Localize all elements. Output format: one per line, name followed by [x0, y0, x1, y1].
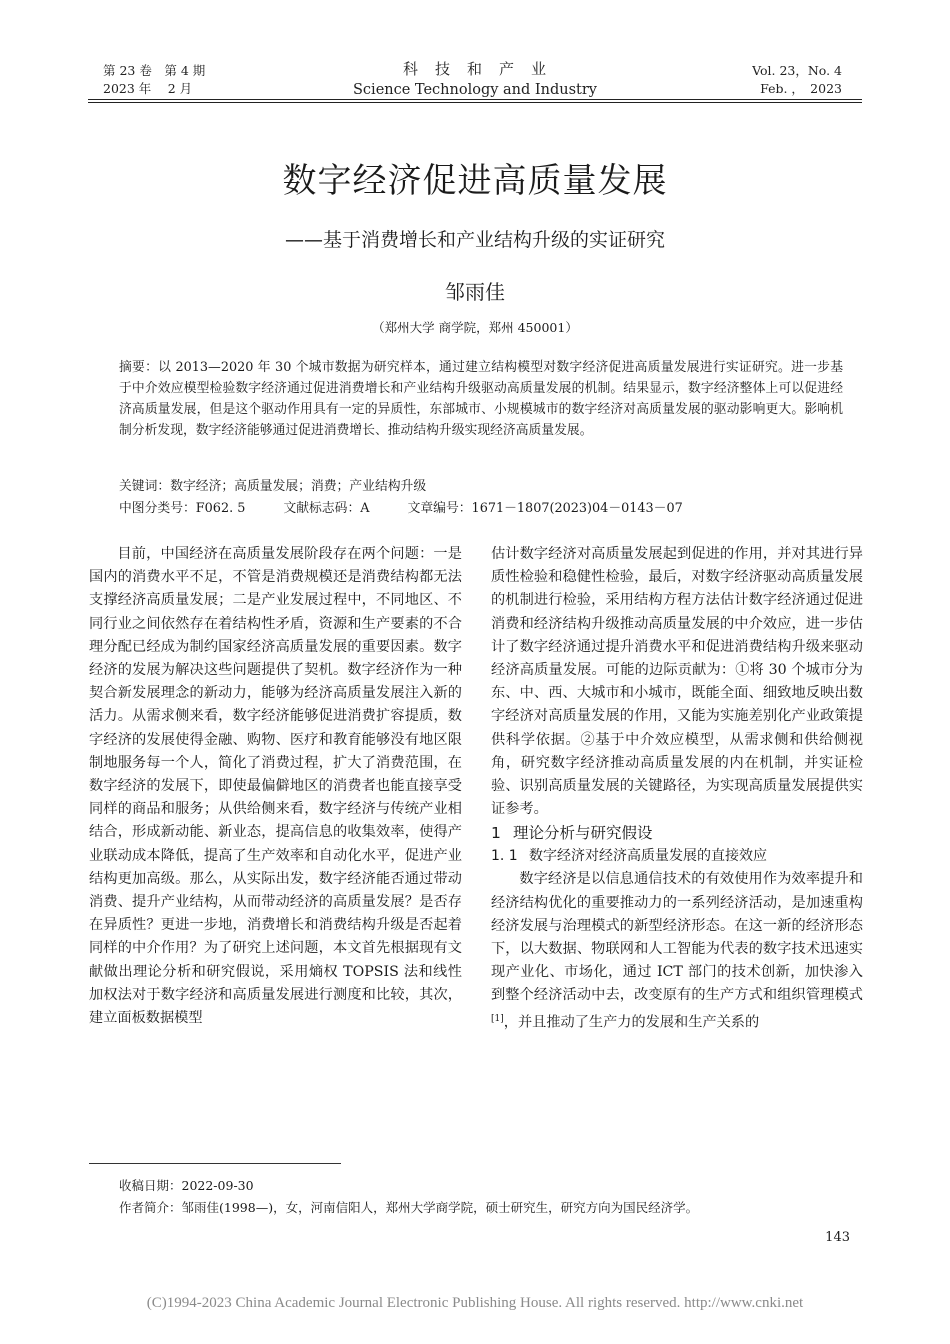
body-column-left [89, 543, 462, 1030]
section-paragraph-tail: ，并且推动了生产力的发展和生产关系的 [503, 1014, 760, 1031]
classification-line [119, 498, 843, 519]
footnote-author-bio: 作者简介：邹雨佳(1998—)，女，河南信阳人，郑州大学商学院，硕士研究生，研究方向为国民经济学。 [119, 1200, 699, 1215]
body-column-right [491, 543, 863, 1035]
intro-paragraph-continued: 估计数字经济对高质量发展起到促进的作用，并对其进行异质性检验和稳健性检验，最后，对数字经济驱动高质量发展的机制进行检验，采用结构方程方法估计数字经济通过促进消费和经济结构升级推动高质量发展的中介效应，进一步估计了数字经济通过提升消费水平和促进消费结构升级来驱动经济高质量发展。可能的边际贡献为：①将 30 个城市分为东、中、西、大城市和小城市，既能全面、细致地反映出数字经济对高质量发展的作用，又能为实施差别化产业政策提供科学依据。②基于中介效应模型，从需求侧和供给侧视角，研究数字经济推动高质量发展的内在机制，并实证检验、识别高质量发展的关键路径，为实现高质量发展提供实证参考。 [491, 546, 863, 818]
header-volume-issue: 第 23 卷 第 4 期 [103, 63, 206, 78]
citation-ref: [1] [491, 1013, 504, 1024]
clc-number: 中图分类号：F062. 5 [119, 501, 246, 516]
document-code: 文献标志码：A [283, 501, 370, 516]
header-rule-top [88, 99, 862, 100]
page-number: 143 [825, 1230, 850, 1245]
subsection-number: 1. 1 [491, 848, 518, 865]
section-number: 1 [491, 824, 501, 843]
section-paragraph-text: 数字经济是以信息通信技术的有效使用作为效率提升和经济结构优化的重要推动力的一系列经济活动，是加速重构经济发展与治理模式的新型经济形态。在这一新的经济形态下，以大数据、物联网和人工智能为代表的数字技术迅速实现产业化、市场化，通过 ICT 部门的技术创新，加快渗入到整个经济活动中去，改变原有的生产方式和组织管理模式 [491, 871, 863, 1004]
section-heading-1 [491, 821, 863, 845]
section-paragraph [491, 868, 863, 1034]
subsection-heading-1-1 [491, 845, 863, 868]
header-journal-cn: 科 技 和 产 业 [402, 60, 547, 78]
copyright-notice: (C)1994-2023 China Academic Journal Electronic Publishing House. All rights reserved. http://www.cnki.net [146, 1295, 804, 1311]
header-journal-en: Science Technology and Industry [353, 82, 597, 98]
header-vol-no: Vol. 23，No. 4 [752, 63, 842, 78]
intro-paragraph: 目前，中国经济在高质量发展阶段存在两个问题：一是国内的消费水平不足，不管是消费规模还是消费结构都无法支撑经济高质量发展；二是产业发展过程中，不同地区、不同行业之间依然存在着结构性矛盾，资源和生产要素的不合理分配已经成为制约国家经济高质量发展的重要因素。数字经济的发展为解决这些问题提供了契机。数字经济作为一种契合新发展理念的新动力，能够为经济高质量发展注入新的活力。从需求侧来看，数字经济能够促进消费扩容提质，数字经济的发展使得金融、购物、医疗和教育能够没有地区限制地服务每一个人，简化了消费过程，扩大了消费范围，在数字经济的发展下，即使最偏僻地区的消费者也能直接享受同样的商品和服务；从供给侧来看，数字经济与传统产业相结合，形成新动能、新业态，提高信息的收集效率，使得产业联动成本降低，提高了生产效率和自动化水平，促进产业结构更加高级。那么，从实际出发，数字经济能否通过带动消费、提升产业结构，从而带动经济的高质量发展？是否存在异质性？更进一步地，消费增长和消费结构升级是否起着同样的中介作用？为了研究上述问题，本文首先根据现有文献做出理论分析和研究假说，采用熵权 TOPSIS 法和线性加权法对于数字经济和高质量发展进行测度和比较，其次，建立面板数据模型 [89, 546, 462, 1027]
page-title: 数字经济促进高质量发展 [282, 161, 668, 201]
keywords: 关键词：数字经济；高质量发展；消费；产业结构升级 [119, 479, 427, 494]
subsection-title: 数字经济对经济高质量发展的直接效应 [529, 848, 767, 865]
article-number: 文章编号：1671－1807(2023)04－0143－07 [407, 501, 683, 516]
header-date: 2023 年 2 月 [103, 81, 193, 96]
section-title: 理论分析与研究假设 [513, 824, 653, 843]
header-month-year: Feb. ， 2023 [760, 81, 842, 96]
abstract: 摘要：以 2013—2020 年 30 个城市数据为研究样本，通过建立结构模型对数字经济促进高质量发展进行实证研究。进一步基于中介效应模型检验数字经济通过促进消费增长和产业结构升级驱动高质量发展的机制。结果显示，数字经济整体上可以促进经济高质量发展，但是这个驱动作用具有一定的异质性，东部城市、小规模城市的数字经济对高质量发展的驱动影响更大。影响机制分析发现，数字经济能够通过促进消费增长、推动结构升级实现经济高质量发展。 [119, 360, 843, 438]
footnote-received-date: 收稿日期：2022-09-30 [119, 1178, 254, 1193]
author-name: 邹雨佳 [445, 280, 505, 304]
page-subtitle: ——基于消费增长和产业结构升级的实证研究 [284, 229, 665, 251]
footnote-rule [89, 1163, 341, 1164]
header-rule-bottom [88, 102, 862, 103]
author-affiliation: （郑州大学 商学院，郑州 450001） [372, 320, 578, 335]
